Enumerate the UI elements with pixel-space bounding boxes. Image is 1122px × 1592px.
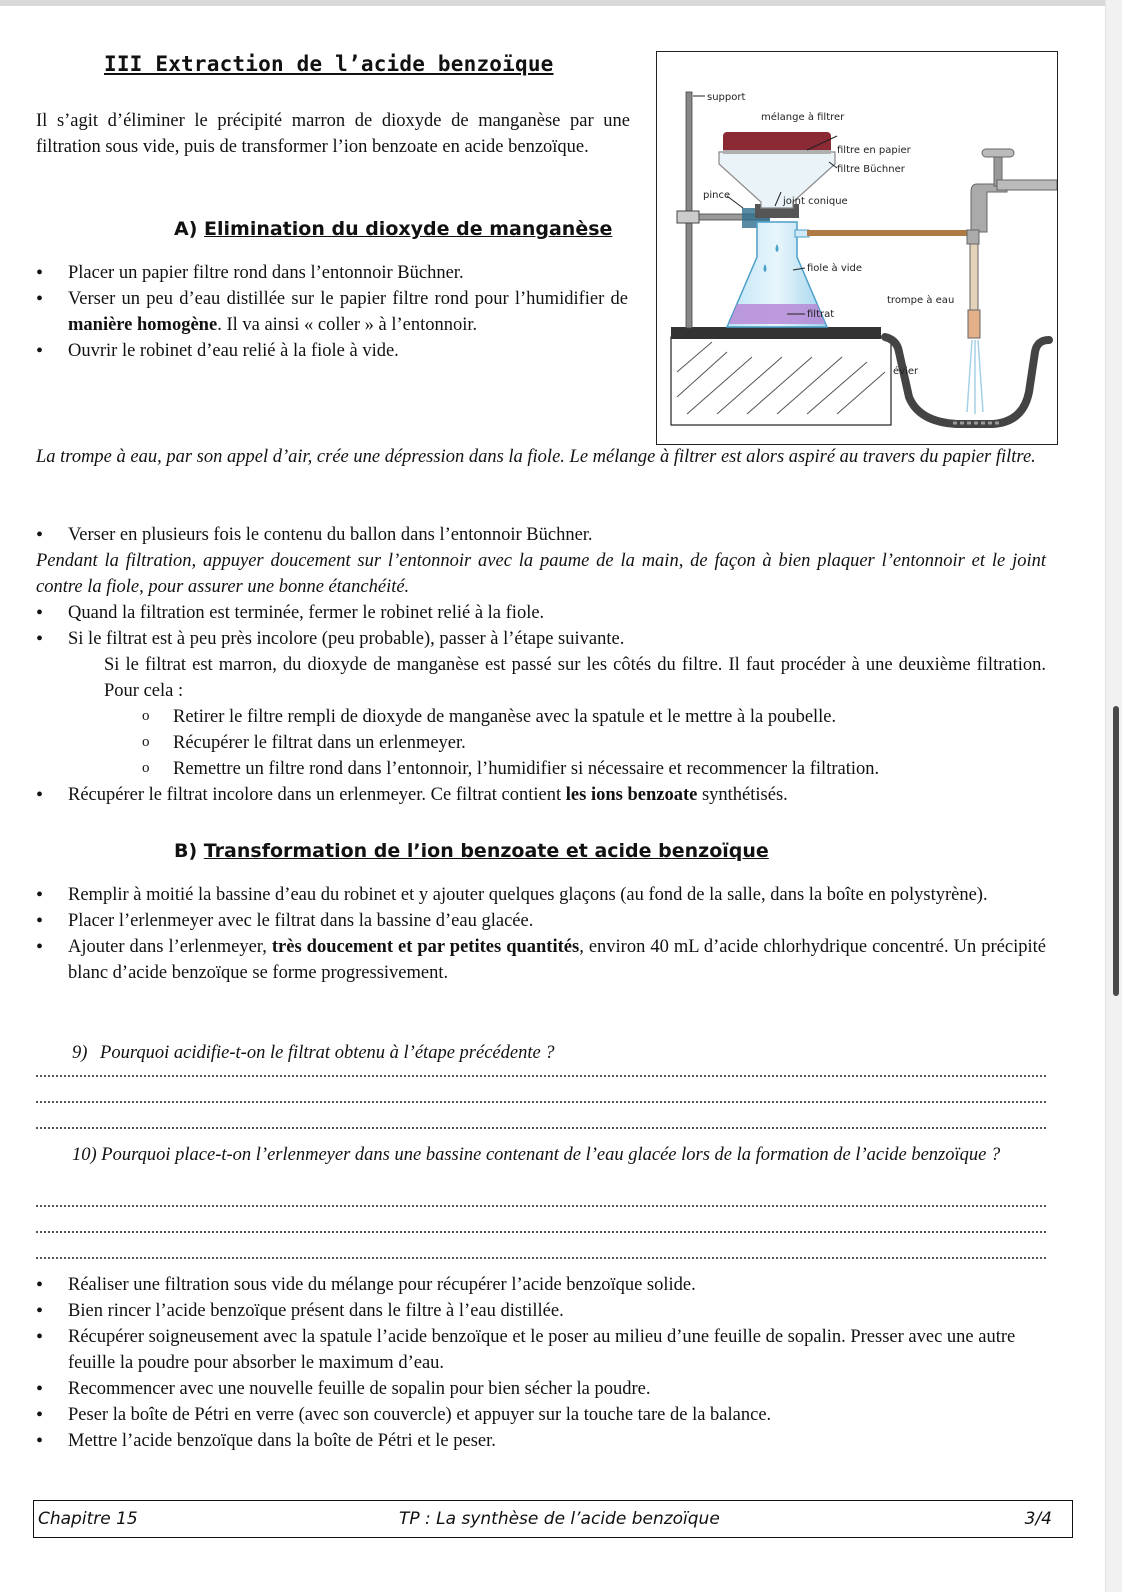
part-b-title: Transformation de l’ion benzoate et acide benzoïque: [203, 840, 769, 862]
scroll-track[interactable]: [1105, 0, 1122, 1592]
label-filtre-papier: filtre en papier: [837, 145, 911, 156]
list-item: • Bien rincer l’acide benzoïque présent dans le filtre à l’eau distillée.: [0, 1298, 1046, 1324]
sub-steps: [0, 704, 1046, 782]
answer-line[interactable]: [36, 1073, 1046, 1077]
part-b-letter: B): [174, 840, 198, 862]
label-joint: joint conique: [783, 196, 848, 207]
list-item: • Ajouter dans l’erlenmeyer, très doucement et par petites quantités, environ 40 mL d’acide chlorhydrique concentré. Un précipité blanc d’acide benzoïque se forme progressivement.: [0, 934, 1046, 986]
question-9: [72, 1040, 1032, 1066]
list-item: • Récupérer soigneusement avec la spatule l’acide benzoïque et le poser au milieu d’une feuille de sopalin. Presser avec une autre feuille la poudre pour absorber le maximum d’eau.: [0, 1324, 1046, 1376]
footer-page-number: 3/4: [1024, 1509, 1052, 1529]
list-item: • Verser un peu d’eau distillée sur le papier filtre rond pour l’humidifier de manière homogène. Il va ainsi « coller » à l’entonnoir.: [0, 286, 640, 338]
label-filtre-buchner: filtre Büchner: [837, 164, 905, 175]
list-item: • Ouvrir le robinet d’eau relié à la fiole à vide.: [0, 338, 640, 364]
answer-line[interactable]: [36, 1255, 1046, 1259]
list-item: • Remplir à moitié la bassine d’eau du robinet et y ajouter quelques glaçons (au fond de la salle, dans la boîte en polystyrène).: [0, 882, 1046, 908]
stand-base: [671, 327, 881, 339]
question-10-text: Pourquoi place-t-on l’erlenmeyer dans une bassine contenant de l’eau glacée lors de la formation de l’acide benzoïque ?: [101, 1145, 1001, 1165]
list-item: • Placer un papier filtre rond dans l’entonnoir Büchner.: [0, 260, 640, 286]
footer-chapter: Chapitre 15: [38, 1509, 138, 1529]
list-item: • Mettre l’acide benzoïque dans la boîte de Pétri et le peser.: [0, 1428, 1046, 1454]
second-filtration-paragraph: Si le filtrat est marron, du dioxyde de manganèse est passé sur les côtés du filtre. Il faut procéder à une deuxième filtration. Pour cela :: [104, 655, 1046, 701]
water-tap: [971, 184, 1007, 232]
list-item: • Verser en plusieurs fois le contenu du ballon dans l’entonnoir Büchner.: [0, 522, 1046, 548]
italic-note-2: Pendant la filtration, appuyer doucement sur l’entonnoir avec la paume de la main, de façon à bien plaquer l’entonnoir et le joint contre la fiole, pour assurer une bonne étanchéité.: [36, 551, 1046, 597]
vacuum-filtration-diagram: [656, 51, 1058, 445]
label-filtrat: filtrat: [807, 309, 835, 320]
bold-text: les ions benzoate: [565, 785, 698, 805]
label-trompe: trompe à eau: [887, 295, 955, 306]
water-pump: [970, 244, 978, 314]
part-a-title: Elimination du dioxyde de manganèse: [204, 218, 613, 240]
label-pince: pince: [703, 190, 731, 201]
question-10-number: 10): [72, 1145, 97, 1165]
part-a-bullet-7: [0, 782, 1046, 808]
part-a-letter: A): [174, 218, 198, 240]
question-9-text: Pourquoi acidifie-t-on le filtrat obtenu à l’étape précédente ?: [100, 1043, 555, 1063]
list-item: • Si le filtrat est à peu près incolore (peu probable), passer à l’étape suivante.: [0, 626, 1046, 652]
part-b-bullets: [0, 882, 1046, 986]
support-rod: [686, 92, 692, 328]
label-support: support: [707, 92, 746, 103]
scrollbar-thumb[interactable]: [1113, 706, 1119, 996]
part-a-bullet-4: [0, 522, 1046, 548]
final-steps: [0, 1272, 1046, 1454]
italic-note-1: La trompe à eau, par son appel d’air, crée une dépression dans la fiole. Le mélange à filtrer est alors aspiré au travers du papier filtre.: [36, 447, 1036, 467]
list-item: o Remettre un filtre rond dans l’entonnoir, l’humidifier si nécessaire et recommencer la filtration.: [0, 756, 1046, 782]
list-item: • Récupérer le filtrat incolore dans un erlenmeyer. Ce filtrat contient les ions benzoate synthétisés.: [0, 782, 1046, 808]
part-a-heading: [174, 218, 612, 240]
answer-line[interactable]: [36, 1203, 1046, 1207]
list-item: o Retirer le filtre rempli de dioxyde de manganèse avec la spatule et le mettre à la poubelle.: [0, 704, 1046, 730]
list-item: • Placer l’erlenmeyer avec le filtrat dans la bassine d’eau glacée.: [0, 908, 1046, 934]
question-10: [72, 1142, 1046, 1168]
label-fiole: fiole à vide: [807, 263, 863, 274]
label-evier: évier: [893, 366, 919, 377]
answer-line[interactable]: [36, 1229, 1046, 1233]
diagram-svg: [657, 52, 1057, 444]
list-item: • Quand la filtration est terminée, fermer le robinet relié à la fiole.: [0, 600, 1046, 626]
bench: [671, 337, 891, 425]
part-a-bullets-bottom: [0, 600, 1046, 652]
bold-text: manière homogène: [68, 315, 218, 335]
list-item: • Recommencer avec une nouvelle feuille de sopalin pour bien sécher la poudre.: [0, 1376, 1046, 1402]
list-item: • Peser la boîte de Pétri en verre (avec son couvercle) et appuyer sur la touche tare de la balance.: [0, 1402, 1046, 1428]
bold-text: très doucement et par petites quantités: [271, 937, 580, 957]
page-footer: [33, 1500, 1073, 1538]
section-title: III Extraction de l’acide benzoïque: [104, 52, 554, 76]
label-melange: mélange à filtrer: [761, 112, 845, 123]
footer-tp-title: TP : La synthèse de l’acide benzoïque: [399, 1509, 720, 1529]
part-b-heading: [174, 840, 769, 862]
answer-line[interactable]: [36, 1099, 1046, 1103]
question-9-number: 9): [72, 1043, 88, 1063]
list-item: • Réaliser une filtration sous vide du mélange pour récupérer l’acide benzoïque solide.: [0, 1272, 1046, 1298]
part-a-bullets-top: [0, 260, 640, 364]
list-item: o Récupérer le filtrat dans un erlenmeyer.: [0, 730, 1046, 756]
answer-line[interactable]: [36, 1125, 1046, 1129]
intro-paragraph: Il s’agit d’éliminer le précipité marron de dioxyde de manganèse par une filtration sous vide, puis de transformer l’ion benzoate en acide benzoïque.: [36, 111, 630, 157]
